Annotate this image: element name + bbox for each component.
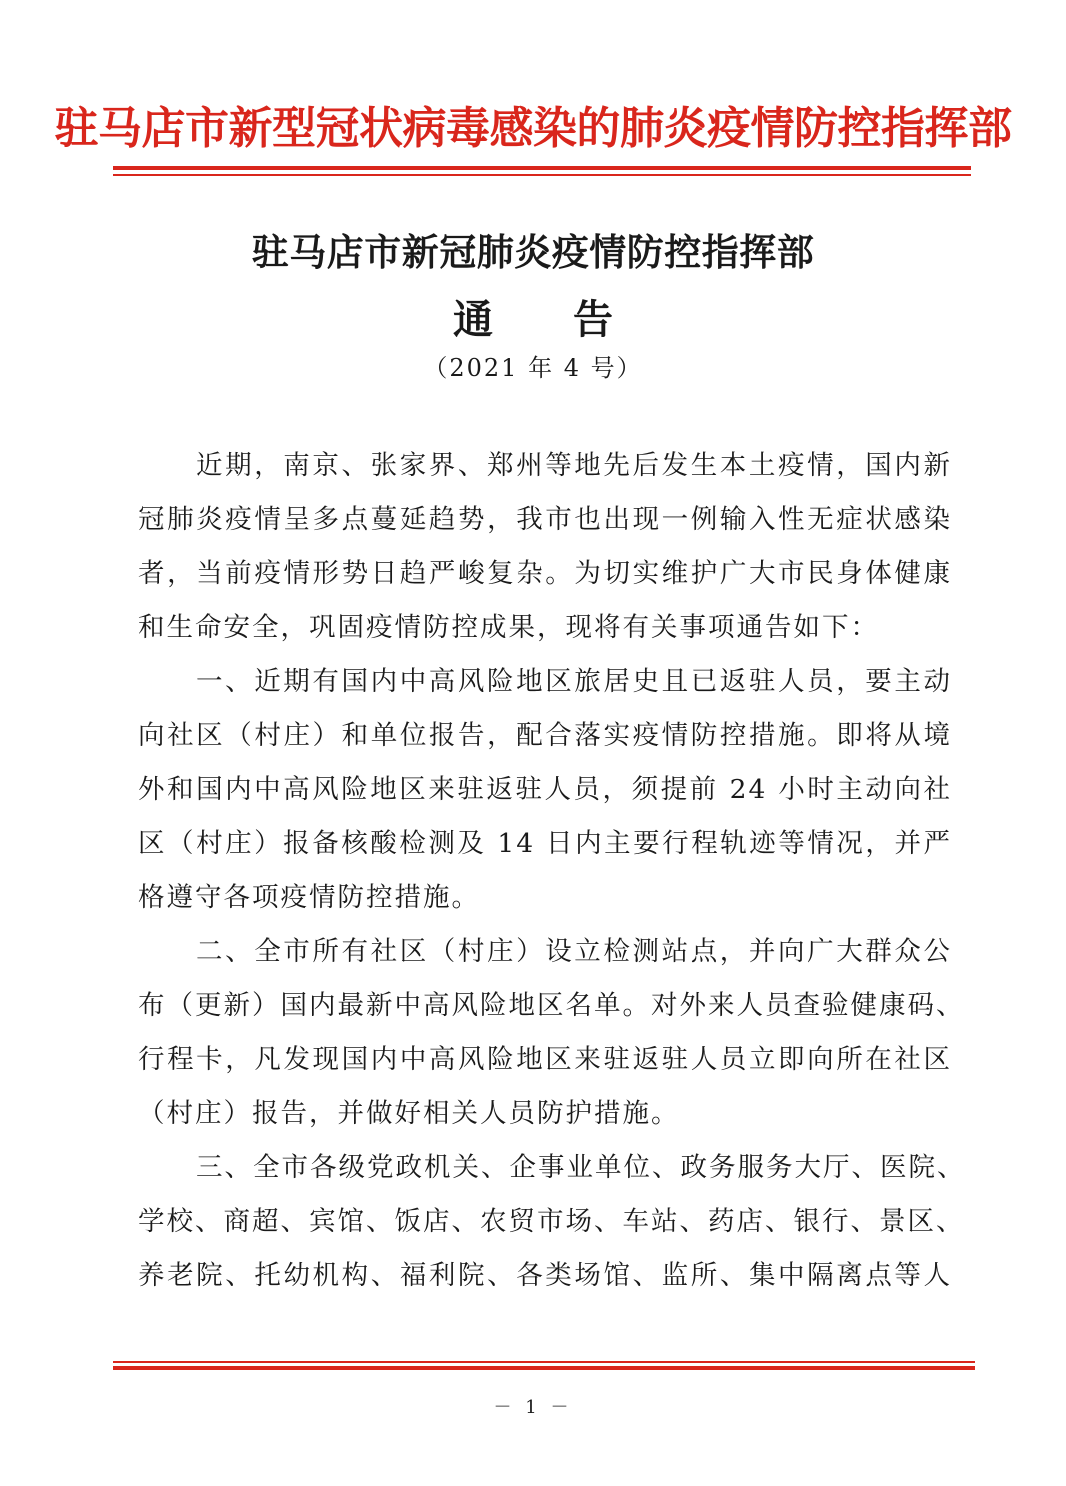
body-line: 和生命安全，巩固疫情防控成果，现将有关事项通告如下： <box>138 612 879 643</box>
header-rule-thin <box>113 174 971 176</box>
body-line: 者，当前疫情形势日趋严峻复杂。为切实维护广大市民身体健康 <box>138 558 952 589</box>
body-line: 布（更新）国内最新中高风险地区名单。对外来人员查验健康码、 <box>138 990 965 1021</box>
body-line: 外和国内中高风险地区来驻返驻人员，须提前 24 小时主动向社 <box>138 774 952 805</box>
footer-rule-thick <box>113 1366 975 1370</box>
body-text <box>138 444 966 1308</box>
red-header-org-name: 驻马店市新型冠状病毒感染的肺炎疫情防控指挥部 <box>54 103 1012 154</box>
document-type-char-1: 通 <box>453 296 493 343</box>
header-rule-thick <box>113 166 971 170</box>
body-line: （村庄）报告，并做好相关人员防护措施。 <box>138 1098 680 1129</box>
document-number: （2021 年 4 号） <box>423 354 643 382</box>
body-line: 近期，南京、张家界、郑州等地先后发生本土疫情，国内新 <box>196 450 952 481</box>
body-line: 三、全市各级党政机关、企事业单位、政务服务大厅、医院、 <box>196 1152 966 1183</box>
document-type-char-2: 告 <box>573 296 613 343</box>
body-line: 行程卡，凡发现国内中高风险地区来驻返驻人员立即向所在社区 <box>138 1044 952 1075</box>
body-line: 二、全市所有社区（村庄）设立检测站点，并向广大群众公 <box>196 936 952 967</box>
body-line: 区（村庄）报备核酸检测及 14 日内主要行程轨迹等情况，并严 <box>138 828 952 859</box>
body-line: 学校、商超、宾馆、饭店、农贸市场、车站、药店、银行、景区、 <box>138 1206 965 1237</box>
document-issuer: 驻马店市新冠肺炎疫情防控指挥部 <box>251 230 815 274</box>
body-line: 向社区（村庄）和单位报告，配合落实疫情防控措施。即将从境 <box>138 720 952 751</box>
body-line: 冠肺炎疫情呈多点蔓延趋势，我市也出现一例输入性无症状感染 <box>138 504 952 535</box>
document-type <box>0 288 1066 345</box>
body-line: 一、近期有国内中高风险地区旅居史且已返驻人员，要主动 <box>196 666 952 697</box>
body-line: 养老院、托幼机构、福利院、各类场馆、监所、集中隔离点等人 <box>138 1260 952 1291</box>
page-number: － 1 － <box>493 1397 573 1418</box>
body-line: 格遵守各项疫情防控措施。 <box>138 882 480 913</box>
footer-rule-thin <box>113 1361 975 1363</box>
